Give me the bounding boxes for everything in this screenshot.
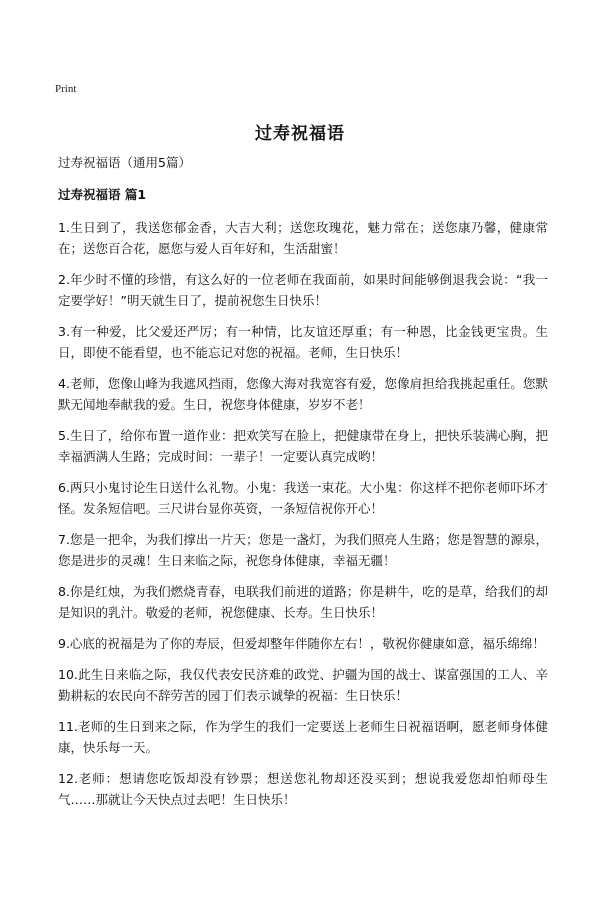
blessing-item-10: 10.此生日来临之际，我仅代表安民济难的政党、护疆为国的战士、谋富强国的工人、辛勤耕耘的农民向不辞劳苦的园丁们表示诚挚的祝福：生日快乐！ [58,667,548,703]
blessing-item-6: 6.两只小鬼讨论生日送什么礼物。小鬼：我送一束花。大小鬼：你这样不把你老师吓坏才怪。发条短信吧。三尺讲台显你英资，一条短信祝你开心！ [58,480,548,516]
blessing-item-8: 8.你是红烛，为我们燃烧青春，电联我们前进的道路；你是耕牛，吃的是草，给我们的却是知识的乳汁。敬爱的老师，祝您健康、长寿。生日快乐！ [58,584,548,620]
page-title: 过寿祝福语 [255,124,345,144]
print-label: Print [55,83,77,95]
section-heading: 过寿祝福语 篇1 [58,187,147,202]
blessing-item-2: 2.年少时不懂的珍惜，有这么好的一位老师在我面前，如果时间能够倒退我会说：“我一定要学好！”明天就生日了，提前祝您生日快乐！ [58,272,548,308]
blessing-item-12: 12.老师：想请您吃饭却没有钞票；想送您礼物却还没买到；想说我爱您却怕师母生气……那就让今天快点过去吧！生日快乐！ [58,771,548,807]
blessing-item-7: 7.您是一把伞，为我们撑出一片天；您是一盏灯，为我们照亮人生路；您是智慧的源泉，您是进步的灵魂！生日来临之际，祝您身体健康，幸福无疆！ [58,532,548,568]
blessing-list [58,217,548,820]
document-subtitle: 过寿祝福语（通用5篇） [58,155,191,170]
blessing-item-4: 4.老师，您像山峰为我遮风挡雨，您像大海对我宽容有爱，您像肩担给我挑起重任。您默默无闻地奉献我的爱。生日，祝您身体健康，岁岁不老！ [58,376,548,412]
blessing-item-9: 9.心底的祝福是为了你的寿辰，但爱却整年伴随你左右！，敬祝你健康如意，福乐绵绵！ [58,636,545,651]
blessing-item-1: 1.生日到了，我送您郁金香，大吉大利；送您玫瑰花，魅力常在；送您康乃馨，健康常在；送您百合花，愿您与爱人百年好和，生活甜蜜！ [58,220,548,256]
blessing-item-3: 3.有一种爱，比父爱还严厉；有一种情，比友谊还厚重；有一种恩，比金钱更宝贵。生日，即使不能看望，也不能忘记对您的祝福。老师，生日快乐！ [58,324,548,360]
blessing-item-11: 11.老师的生日到来之际，作为学生的我们一定要送上老师生日祝福语啊，愿老师身体健康，快乐每一天。 [58,719,548,755]
blessing-item-5: 5.生日了，给你布置一道作业：把欢笑写在脸上，把健康带在身上，把快乐装满心胸，把幸福洒满人生路；完成时间：一辈子！一定要认真完成哟！ [58,428,548,464]
